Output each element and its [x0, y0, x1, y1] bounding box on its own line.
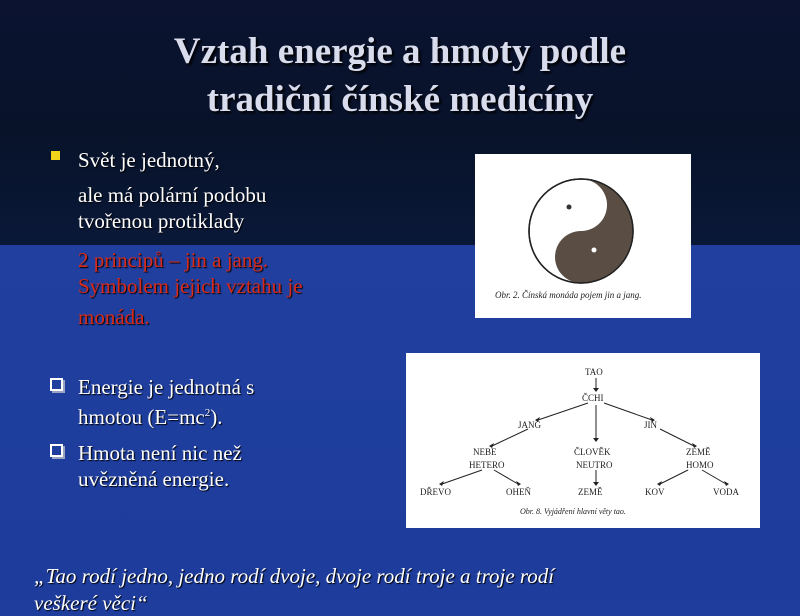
- bullet1-line6: monáda.: [78, 305, 150, 329]
- node-zeme: ZEMĚ: [686, 447, 711, 457]
- bullet3-line2: uvězněná energie.: [78, 467, 230, 491]
- bullet1-line2: ale má polární podobu: [78, 183, 267, 207]
- tao-caption: Obr. 8. Vyjádření hlavní věty tao.: [520, 507, 626, 516]
- title-line-1: Vztah energie a hmoty podle: [173, 31, 627, 72]
- node-voda: VODA: [713, 487, 739, 497]
- node-jin: JIN: [644, 420, 657, 430]
- title-line-2: tradiční čínské medicíny: [206, 79, 594, 120]
- bullet1-line1: Svět je jednotný,: [78, 148, 220, 172]
- tao-diagram: [406, 353, 760, 528]
- node-chi: ČCHI: [582, 393, 604, 403]
- slide-title: [0, 28, 800, 124]
- node-hetero: HETERO: [469, 460, 505, 470]
- node-drevo: DŘEVO: [420, 487, 451, 497]
- node-tao: TAO: [585, 367, 603, 377]
- quote-line-1: „Tao rodí jedno, jedno rodí dvoje, dvoje rodí troje a troje rodí: [34, 564, 555, 588]
- bullet2-line2-prefix: hmotou (E=mc: [78, 405, 205, 429]
- node-ohen: OHEŇ: [506, 487, 531, 497]
- square-bullet-icon: [51, 151, 60, 160]
- node-kov: KOV: [645, 487, 665, 497]
- node-homo: HOMO: [686, 460, 714, 470]
- node-jang: JANG: [518, 420, 542, 430]
- node-zeme-2: ZEMĚ: [578, 487, 603, 497]
- bullet1-line4: 2 principů – jin a jang.: [78, 248, 269, 272]
- bullet1-line5: Symbolem jejich vztahu je: [78, 274, 303, 298]
- bullet2-line2-suffix: ).: [210, 405, 223, 429]
- quote-line-2: veškeré věci“: [34, 591, 148, 615]
- monad-figure: [475, 154, 691, 318]
- bullet2-line1: Energie je jednotná s: [78, 375, 255, 399]
- bullet2-line2: [78, 400, 223, 430]
- bullet2-superscript: 2: [204, 407, 211, 419]
- node-clovek: ČLOVĚK: [574, 447, 611, 457]
- node-nebe: NEBE: [473, 447, 497, 457]
- bullet3-line1: Hmota není nic než: [78, 441, 242, 465]
- checkbox-bullet-icon: [50, 378, 63, 391]
- tao-diagram-arrows: [406, 353, 760, 528]
- monad-caption: Obr. 2. Čínská monáda pojem jin a jang.: [495, 290, 642, 300]
- node-neutro: NEUTRO: [576, 460, 613, 470]
- bullet1-line3: tvořenou protiklady: [78, 209, 245, 233]
- checkbox-bullet-icon: [50, 444, 63, 457]
